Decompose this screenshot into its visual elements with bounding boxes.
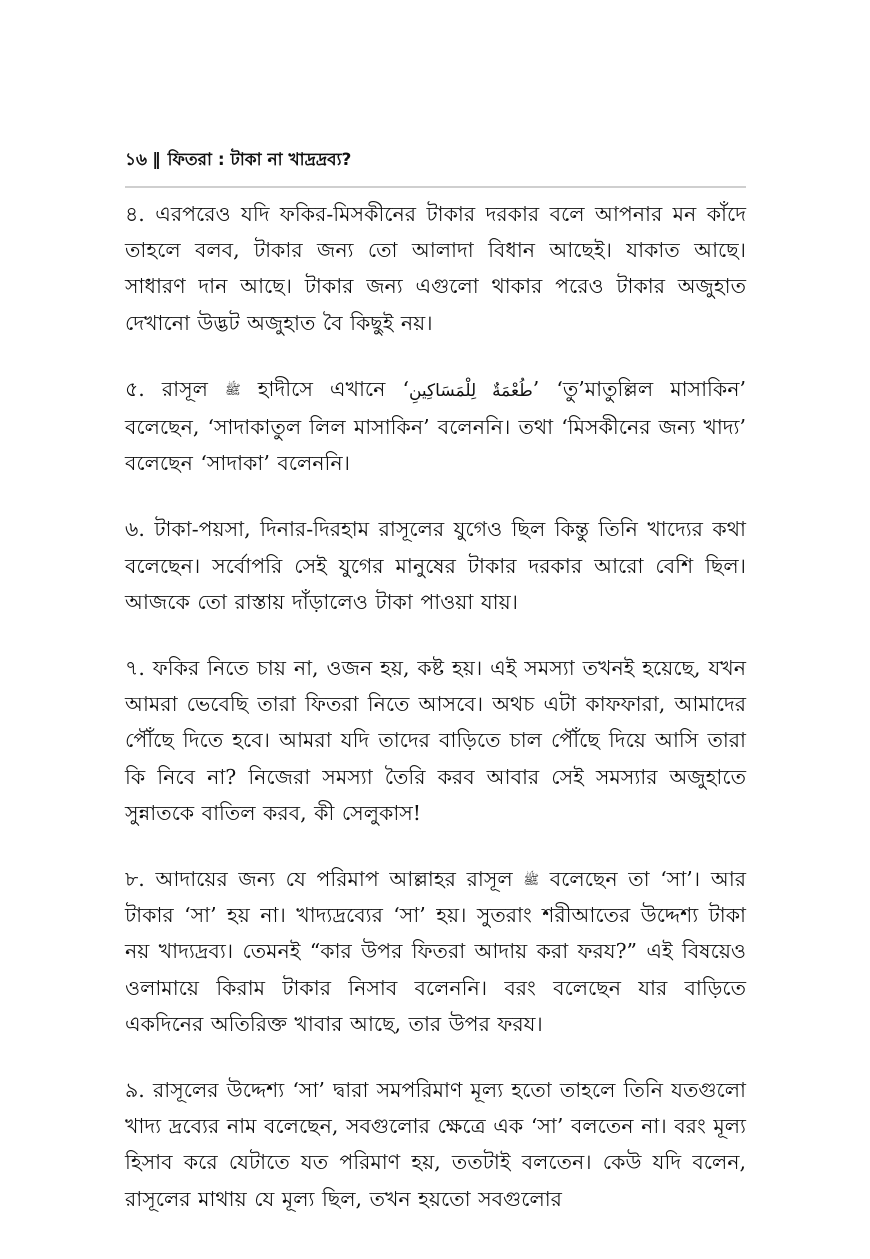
- paragraph-7: ৭. ফকির নিতে চায় না, ওজন হয়, কষ্ট হয়। এই সমস্যা তখনই হয়েছে, যখন আমরা ভেবেছি তারা ফিতরা নিতে আসবে। অথচ এটা কাফফারা, আমাদের পৌঁছে দিতে হবে। আমরা যদি তাদের বাড়িতে চাল পৌঁছে দিয়ে আসি তারা কি নিবে না? নিজেরা সমস্যা তৈরি করব আবার সেই সমস্যার অজুহাতে সুন্নাতকে বাতিল করব, কী সেলুকাস!: [125, 656, 746, 825]
- paragraph-5-part1: ৫. রাসূল: [125, 376, 225, 401]
- salawat-icon: ﷺ: [523, 873, 540, 889]
- paragraph-5: [125, 371, 746, 482]
- paragraph-4: ৪. এরপরেও যদি ফকির-মিসকীনের টাকার দরকার বলে আপনার মন কাঁদে তাহলে বলব, টাকার জন্য তো আলাদা বিধান আছেই। যাকাত আছে। সাধারণ দান আছে। টাকার জন্য এগুলো থাকার পরেও টাকার অজুহাত দেখানো উদ্ভট অজুহাত বৈ কিছুই নয়।: [125, 202, 746, 335]
- salawat-icon: ﷺ: [224, 382, 241, 398]
- paragraph-5-part2: হাদীসে এখানে ‘: [240, 376, 409, 401]
- paragraph-8-part2: বলেছেন তা ‘সা’। আর টাকার ‘সা’ হয় না। খাদ্যদ্রব্যের ‘সা’ হয়। সুতরাং শরীআতের উদ্দেশ্য টাকা নয় খাদ্যদ্রব্য। তেমনই “কার উপর ফিতরা আদায় করা ফরয?” এই বিষয়েও ওলামায়ে কিরাম টাকার নিসাব বলেননি। বরং বলেছেন যার বাড়িতে একদিনের অতিরিক্ত খাবার আছে, তার উপর ফরয।: [125, 867, 747, 1036]
- header-separator: ‖: [152, 150, 161, 170]
- paragraph-8-part1: ৮. আদায়ের জন্য যে পরিমাপ আল্লাহর রাসূল: [125, 867, 524, 892]
- arabic-phrase: طُعْمَةٌ لِلْمَسَاكِينِ: [408, 380, 533, 401]
- running-header: [125, 144, 746, 176]
- paragraph-8: [125, 861, 746, 1042]
- running-title: ফিতরা : টাকা না খাদ্রদ্রব্য?: [167, 150, 352, 170]
- paragraph-9: ৯. রাসূলের উদ্দেশ্য ‘সা’ দ্বারা সমপরিমাণ মূল্য হতো তাহলে তিনি যতগুলো খাদ্য দ্রব্যের নাম বলেছেন, সবগুলোর ক্ষেত্রে এক ‘সা’ বলতেন না। বরং মূল্য হিসাব করে যেটাতে যত পরিমাণ হয়, ততটাই বলতেন। কেউ যদি বলেন, রাসূলের মাথায় যে মূল্য ছিল, তখন হয়তো সবগুলোর: [125, 1078, 746, 1211]
- book-page: [125, 144, 746, 1247]
- header-divider: [125, 186, 746, 188]
- page-number: ১৬: [125, 150, 148, 170]
- paragraph-5-part3: ’ ‘তু’মাতুল্লিল মাসাকিন’ বলেছেন, ‘সাদাকাতুল লিল মাসাকিন’ বলেননি। তথা ‘মিসকীনের জন্য খাদ্য’ বলেছেন ‘সাদাকা’ বলেননি।: [125, 376, 746, 476]
- paragraph-6: ৬. টাকা-পয়সা, দিনার-দিরহাম রাসূলের যুগেও ছিল কিন্তু তিনি খাদ্যের কথা বলেছেন। সর্বোপরি সেই যুগের মানুষের টাকার দরকার আরো বেশি ছিল। আজকে তো রাস্তায় দাঁড়ালেও টাকা পাওয়া যায়।: [125, 517, 746, 614]
